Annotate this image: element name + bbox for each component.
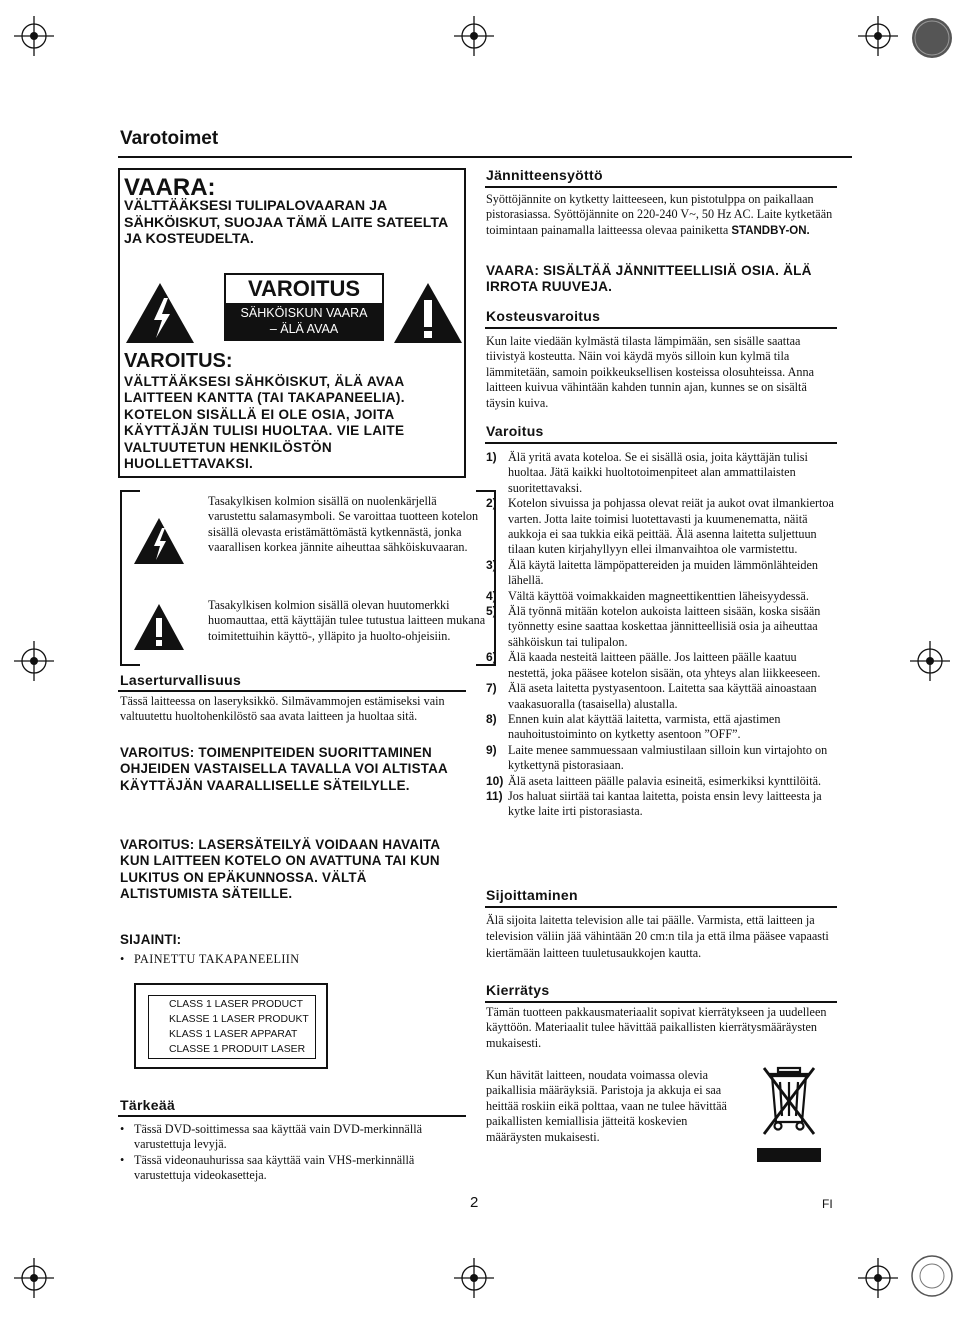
- location-list: [120, 952, 420, 967]
- moisture-heading: Kosteusvaroitus: [486, 308, 601, 324]
- caution-item: 5) Älä työnnä mitään kotelon aukoista laitteen sisään, koska sisään työnnetty esine saattaa koskettaa jännitteellisiä osia ja aiheuttaa sähköiskun tai tulipalon.: [486, 604, 821, 649]
- center-warning-line1: SÄHKÖISKUN VAARA: [240, 306, 368, 320]
- laser-label-line: KLASS 1 LASER APPARAT: [169, 1029, 298, 1040]
- power-text-body: Syöttöjännite on kytketty laitteeseen, kun pistotulppa on paikallaan pistorasiassa. Syöttöjännite on 220-240 V~, 50 Hz AC. Laite kytketään toimintaan painamalla laitteessa olevaa painiketta: [486, 192, 833, 237]
- page-title: Varotoimet: [120, 128, 219, 149]
- caution-item: 2) Kotelon sivuissa ja pohjassa olevat reiät ja aukot ovat ilmankiertoa varten. Jotta laite toimisi luotettavasti ja kuumenematta, näitä aukkoja ei saa tukkia eikä peittää. Älä asenna laitetta suljettuun tilaan kuten kirjahyllyyn ellei ilmanvaihtoa ole varmistettu.: [486, 496, 834, 557]
- caution-item: 1) Älä yritä avata koteloa. Se ei sisällä osia, joita käyttäjän tulisi huoltaa. Jätä kaikki huoltotoimenpiteet alan ammattilaisten suoritettavaksi.: [486, 450, 808, 495]
- exclamation-triangle-icon: [392, 280, 464, 346]
- varoitus-text: VÄLTTÄÄKSESI SÄHKÖISKUT, ÄLÄ AVAA LAITTEEN KANTTA (TAI TAKAPANEELIA). KOTELON SISÄLLÄ EI OLE OSIA, JOITA KÄYTTÄJÄN TULISI HUOLTAA. VIE LAITE VALTUUTETUN HENKILÖSTÖN HUOLLETTAVAKSI.: [124, 374, 405, 472]
- center-warning-line2: – ÄLÄ AVAA: [269, 322, 339, 336]
- crossed-bin-icon: [756, 1064, 822, 1164]
- caution-item: 11) Jos haluat siirtää tai kantaa laitetta, poista ensin levy laitteesta ja kytke laite irti pistorasiasta.: [486, 788, 822, 819]
- laser-heading: Laserturvallisuus: [120, 672, 242, 688]
- recycling-rule: [485, 1001, 837, 1003]
- varoitus-title: VAROITUS:: [124, 350, 233, 372]
- power-rule: [485, 186, 837, 188]
- language-code: FI: [822, 1197, 833, 1211]
- caution-item: 4) Vältä käyttöä voimakkaiden magneettikenttien läheisyydessä.: [486, 588, 809, 603]
- moisture-text: Kun laite viedään kylmästä tilasta lämpimään, sen sisälle saattaa tiivistyä kosteutta. Näin voi käydä myös silloin kun kylmä tila lämmitetään, samoin poikkeuksellisen kosteissa olosuhteissa. Anna laitteen kuivua vähintään kahden tunnin ajan, kunnes se on sisältä täysin kuiva.: [486, 334, 814, 410]
- vaara-text: VÄLTTÄÄKSESI TULIPALOVAARAN JA SÄHKÖISKUT, SUOJAA TÄMÄ LAITE SATEELTA JA KOSTEUDELTA.: [124, 198, 448, 248]
- important-item: • Tässä videonauhurissa saa käyttää vain VHS-merkinnällä varustettuja videokasetteja.: [120, 1153, 466, 1184]
- lightning-triangle-icon: [124, 280, 196, 346]
- important-list: [120, 1122, 466, 1184]
- vaara-title: VAARA:: [124, 174, 216, 201]
- placement-rule: [485, 906, 837, 908]
- recycling-heading: Kierrätys: [486, 982, 550, 998]
- laser-label-line: KLASSE 1 LASER PRODUKT: [169, 1014, 309, 1025]
- laser-text: Tässä laitteessa on laseryksikkö. Silmävammojen estämiseksi vain valtuutettu huoltohenkilöstö saa avata laitteen ja huoltaa sitä.: [120, 694, 445, 724]
- center-warning-title: VAROITUS: [247, 276, 361, 301]
- exclamation-symbol-text: Tasakylkisen kolmion sisällä olevan huutomerkki huomauttaa, että käyttäjän tulee tutustua laitteen mukana toimitettuihin käyttö-, ylläpito ja huolto-ohjeisiin.: [208, 598, 486, 643]
- laser-label-line: CLASS 1 LASER PRODUCT: [169, 999, 303, 1010]
- important-rule: [118, 1115, 466, 1117]
- page-number: 2: [470, 1194, 479, 1211]
- laser-rule: [118, 690, 466, 692]
- caution-item: 3) Älä käytä laitetta lämpöpattereiden ja muiden lämmönlähteiden lähellä.: [486, 557, 818, 588]
- caution-item: 8) Ennen kuin alat käyttää laitetta, varmista, että ajastimen nauhoitustoiminto on kytketty asentoon ”OFF”.: [486, 711, 781, 742]
- center-warning-label: [224, 273, 384, 341]
- power-heading: Jännitteensyöttö: [486, 167, 603, 183]
- moisture-rule: [485, 327, 837, 329]
- laser-class-label: [134, 983, 328, 1069]
- exclamation-symbol-icon: [132, 602, 186, 652]
- caution-item: 7) Älä aseta laitetta pystyasentoon. Laitetta saa käyttää ainoastaan vaakasuoralla (tasaisella) alustalla.: [486, 681, 817, 711]
- power-text: [486, 192, 836, 239]
- lightning-symbol-text: Tasakylkisen kolmion sisällä on nuolenkärjellä varustettu salamasymboli. Se varoittaa tuotteen kotelon sisällä olevasta eristämättömästä kytkennästä, jonka vaarallisen korkea jännite aiheuttaa sähköiskuvaaran.: [208, 494, 479, 555]
- power-warning: VAARA: SISÄLTÄÄ JÄNNITTEELLISIÄ OSIA. ÄLÄ IRROTA RUUVEJA.: [486, 263, 812, 295]
- location-heading: SIJAINTI:: [120, 932, 182, 947]
- laser-label-line: CLASSE 1 PRODUIT LASER: [169, 1044, 306, 1055]
- caution-item: 9) Laite menee sammuessaan valmiustilaan silloin kun virtajohto on kytkettynä pistorasiaan.: [486, 742, 828, 773]
- cautions-list: [486, 450, 836, 820]
- caution-item: 10) Älä aseta laitteen päälle palavia esineitä, esimerkiksi kynttilöitä.: [486, 773, 822, 788]
- placement-text: Älä sijoita laitetta television alle tai päälle. Varmista, että laitteen ja television väliin jää vähintään 20 cm:n tila ja että ilma pääsee vapaasti kiertämään laitteen tuuletusaukkojen kautta.: [486, 913, 829, 960]
- laser-warning-2: VAROITUS: LASERSÄTEILYÄ VOIDAAN HAVAITA KUN LAITTEEN KOTELO ON AVATTUNA TAI KUN LUKITUS ON EPÄKUNNOSSA. VÄLTÄ ALTISTUMISTA SÄTEILLE.: [120, 837, 440, 901]
- caution-item: 6) Älä kaada nesteitä laitteen päälle. Jos laitteen päälle kaatuu nestettä, joka pääsee kotelon sisään, ota yhteys alan liikkeeseen.: [486, 650, 821, 680]
- important-heading: Tärkeää: [120, 1097, 176, 1113]
- placement-heading: Sijoittaminen: [486, 887, 578, 903]
- lightning-symbol-icon: [132, 516, 186, 566]
- location-item: • PAINETTU TAKAPANEELIIN: [120, 952, 420, 967]
- cautions-heading: Varoitus: [486, 423, 544, 439]
- important-item: • Tässä DVD-soittimessa saa käyttää vain DVD-merkinnällä varustettuja levyjä.: [120, 1122, 466, 1153]
- title-rule: [118, 156, 852, 158]
- standby-button-label: STANDBY-ON.: [731, 224, 810, 237]
- center-warning-sub: [226, 303, 382, 339]
- cautions-rule: [485, 442, 837, 444]
- recycling-text-2: Kun hävität laitteen, noudata voimassa olevia paikallisia määräyksiä. Paristoja ja akkuja ei saa heittää roskiin eikä polttaa, vaan ne tulee hävittää paikallisten kemiallisia jätteitä koskevien määräysten mukaisesti.: [486, 1068, 727, 1144]
- recycling-text: Tämän tuotteen pakkausmateriaalit sopivat kierrätykseen ja uudelleen käyttöön. Materiaalit tulee hävittää paikallisten kierrätysmääräysten mukaisesti.: [486, 1005, 827, 1050]
- laser-warning-1: VAROITUS: TOIMENPITEIDEN SUORITTAMINEN OHJEIDEN VASTAISELLA TAVALLA VOI ALTISTAA KÄYTTÄJÄN VAARALLISELLE SÄTEILYLLE.: [120, 745, 448, 793]
